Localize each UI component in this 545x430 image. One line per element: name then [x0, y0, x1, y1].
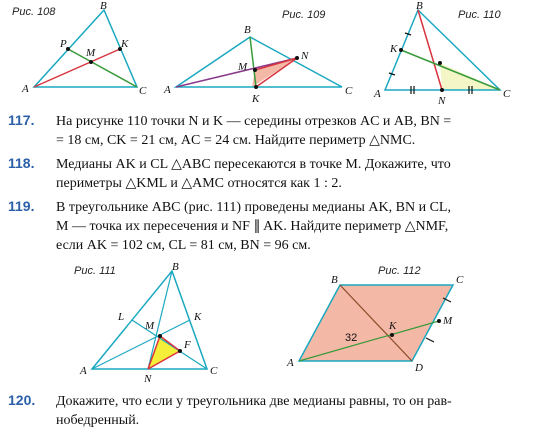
fig110-label-a: A [374, 88, 381, 100]
fig108-label-b: B [100, 0, 107, 12]
figure-109 [160, 0, 360, 110]
fig111-median-ak [92, 320, 190, 369]
fig109-label-m: M [238, 61, 248, 73]
fig109-median-bk [250, 37, 256, 87]
problem-text: Медианы AK и CL △ABC пересекаются в точке M. Докажите, что периметры △KML и △AMC относятся как 1 : 2. [56, 157, 451, 191]
fig112-point-k [390, 333, 394, 337]
fig112-caption: Рис. 112 [378, 265, 421, 277]
fig109-caption: Рис. 109 [282, 9, 326, 21]
fig112-label-b: B [331, 274, 338, 286]
fig109-label-c: C [345, 85, 353, 97]
fig111-label-n: N [144, 373, 152, 385]
fig109-median-an [176, 58, 297, 87]
fig108-label-m: M [86, 47, 96, 59]
fig109-label-b: B [244, 24, 251, 36]
fig108-label-c: C [139, 85, 147, 97]
fig110-label-b: B [416, 0, 423, 12]
figure-110 [370, 0, 545, 110]
fig108-label-a: A [22, 83, 29, 95]
fig111-label-l: L [118, 311, 125, 323]
problem-text: На рисунке 110 точки N и K — середины отрезков AC и AB, BN = = 18 см, CK = 21 см, AC = 24 см. Найдите периметр △NMC. [56, 114, 452, 148]
fig108-point-m [89, 60, 93, 64]
figure-108 [10, 0, 160, 100]
fig108-label-k: K [121, 38, 129, 50]
fig111-label-f: F [184, 339, 191, 351]
fig112-point-m [437, 319, 441, 323]
fig111-point-m [158, 334, 162, 338]
figure-112 [285, 258, 475, 378]
fig111-label-m: M [145, 320, 155, 332]
fig111-caption: Рис. 111 [74, 265, 116, 277]
fig110-label-k: K [390, 43, 398, 55]
fig112-label-d: D [415, 362, 423, 374]
problem-number: 118. [8, 155, 35, 171]
problem-number: 117. [8, 112, 35, 128]
problem-text: Докажите, что если у треугольника две медианы равны, то он рав- нобедренный. [56, 394, 452, 428]
fig112-label-a: A [287, 357, 294, 369]
fig111-label-b: B [172, 261, 179, 273]
fig111-point-f [178, 349, 182, 353]
fig112-area-label: 32 [345, 332, 358, 344]
fig108-label-p: P [60, 38, 67, 50]
fig110-point-m [438, 61, 442, 65]
problem-number: 119. [8, 198, 35, 214]
fig109-point-k [254, 85, 258, 89]
fig109-point-n [295, 56, 299, 60]
problem-text: В треугольнике ABC (рис. 111) проведены медианы AK, BN и CL, M — точка их пересечения и NF ∥ AK. Найдите периметр △NMF, если AK = 102 см, CL = 81 см, BN = 96 см. [56, 200, 451, 253]
fig112-label-m: M [443, 315, 453, 327]
fig110-label-n: N [438, 95, 446, 107]
fig112-label-c: C [456, 274, 464, 286]
fig110-caption: Рис. 110 [458, 9, 501, 21]
fig109-label-n: N [301, 50, 309, 62]
fig110-point-n [440, 88, 444, 92]
fig112-label-k: K [389, 320, 397, 332]
fig109-label-a: A [164, 84, 171, 96]
fig109-label-k: K [252, 93, 260, 105]
fig111-median-cl [132, 320, 207, 369]
fig111-label-k: K [194, 311, 202, 323]
fig110-point-k [399, 48, 403, 52]
fig109-point-m [253, 68, 257, 72]
fig111-label-c: C [210, 365, 218, 377]
figure-111 [60, 258, 240, 388]
fig110-label-c: C [503, 88, 511, 100]
problem-number: 120. [8, 392, 36, 408]
fig112-tick-md [426, 338, 434, 342]
fig111-label-a: A [80, 365, 87, 377]
fig108-caption: Рис. 108 [12, 6, 56, 18]
